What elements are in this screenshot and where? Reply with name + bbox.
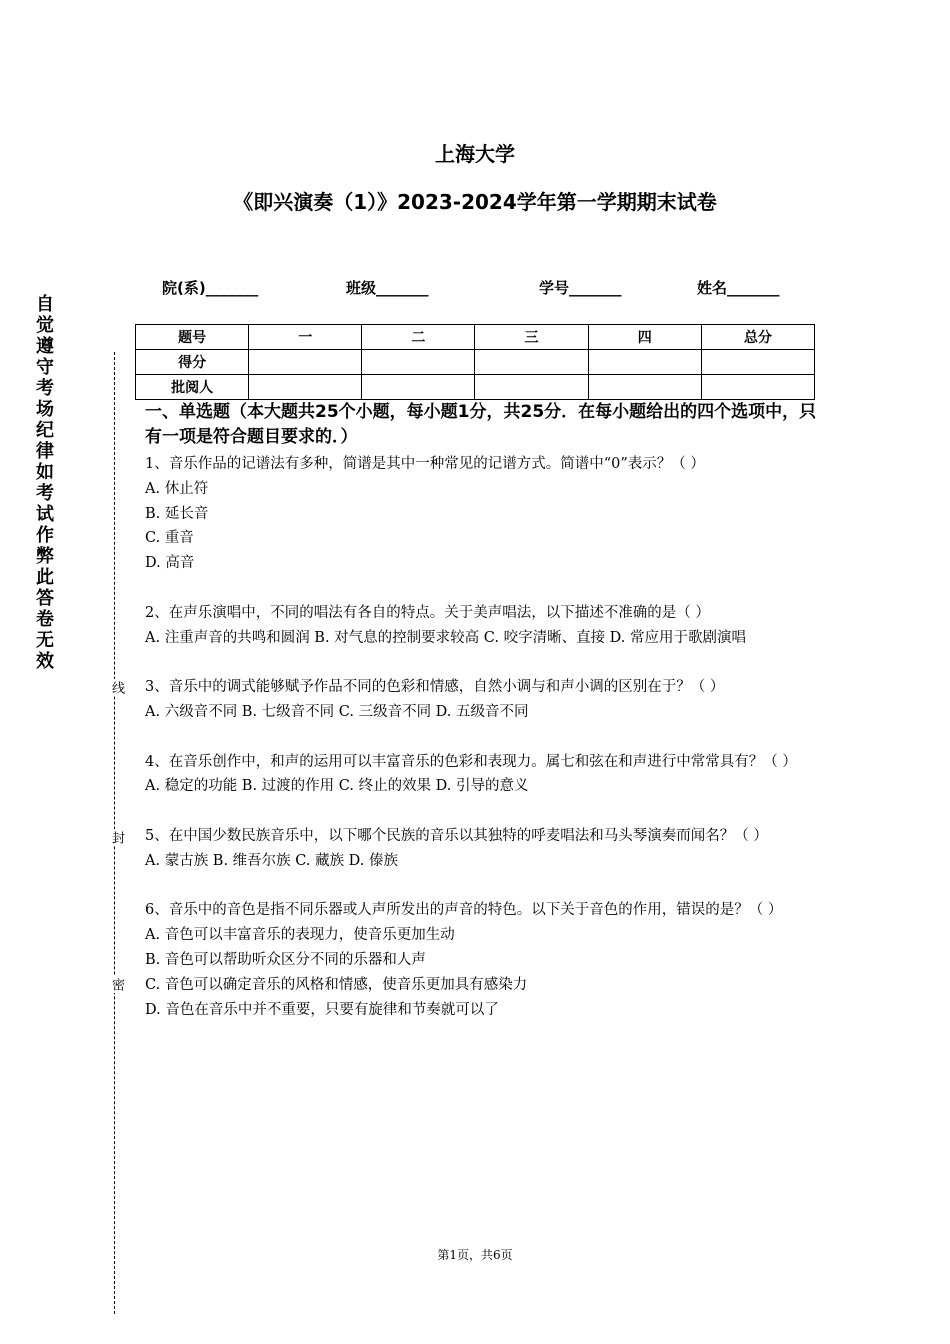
question-stem: 6、音乐中的音色是指不同乐器或人声所发出的声音的特色。以下关于音色的作用，错误的是？（ ） — [145, 902, 783, 919]
reviewer-cell — [701, 375, 814, 400]
option: B. 音色可以帮助听众区分不同的乐器和人声 — [145, 951, 426, 968]
section-heading: 一、单选题（本大题共25个小题，每小题1分，共25分．在每小题给出的四个选项中，只有一项是符合题目要求的．） — [145, 402, 817, 447]
score-cell — [249, 350, 362, 375]
option: D. 高音 — [145, 555, 195, 572]
question-list — [145, 452, 817, 1022]
name-field: 姓名_______ — [697, 279, 780, 297]
class-field: 班级_______ — [346, 279, 429, 297]
score-cell — [588, 350, 701, 375]
header-cell-part-2: 二 — [362, 325, 475, 350]
question-stem: 1、音乐作品的记谱法有多种，简谱是其中一种常见的记谱方式。简谱中“0”表示？（ ） — [145, 456, 705, 472]
option: D. 音色在音乐中并不重要，只要有旋律和节奏就可以了 — [145, 1001, 499, 1018]
university-title: 上海大学 — [435, 142, 515, 166]
options-inline: A. 注重声音的共鸣和圆润 B. 对气息的控制要求较高 C. 咬字清晰、直接 D. 常应用于歌剧演唱 — [145, 629, 747, 646]
question-3 — [145, 675, 817, 725]
question-4 — [145, 750, 817, 800]
score-table-header-row — [136, 325, 815, 350]
binding-mark-seal: 封 — [109, 831, 124, 844]
page-number: 第1页，共6页 — [437, 1248, 513, 1262]
reviewer-cell — [475, 375, 588, 400]
question-stem: 4、在音乐创作中，和声的运用可以丰富音乐的色彩和表现力。属七和弦在和声进行中常常具有？（ ） — [145, 753, 797, 770]
score-cell — [362, 350, 475, 375]
score-row — [136, 350, 815, 375]
header-cell-total: 总分 — [701, 325, 814, 350]
side-notice: 自觉遵守考场纪律如考试作弊此答卷无效 — [36, 294, 54, 672]
question-2 — [145, 601, 817, 651]
question-1 — [145, 452, 817, 576]
options-inline: A. 稳定的功能 B. 过渡的作用 C. 终止的效果 D. 引导的意义 — [145, 778, 529, 795]
row-label-reviewer: 批阅人 — [136, 375, 249, 400]
option: A. 音色可以丰富音乐的表现力，使音乐更加生动 — [145, 927, 455, 944]
reviewer-cell — [588, 375, 701, 400]
binding-mark-line: 线 — [109, 681, 124, 694]
question-5 — [145, 824, 817, 874]
department-field: 院(系)_______ — [162, 279, 259, 297]
question-stem: 2、在声乐演唱中，不同的唱法有各自的特点。关于美声唱法，以下描述不准确的是（ ） — [145, 604, 710, 621]
header-cell-part-1: 一 — [249, 325, 362, 350]
header-cell-question-no: 题号 — [136, 325, 249, 350]
reviewer-cell — [362, 375, 475, 400]
score-cell — [701, 350, 814, 375]
option: B. 延长音 — [145, 505, 209, 522]
option: A. 休止符 — [145, 480, 209, 497]
question-stem: 5、在中国少数民族音乐中，以下哪个民族的音乐以其独特的呼麦唱法和马头琴演奏而闻名？（ ） — [145, 827, 768, 844]
student-id-field: 学号_______ — [539, 279, 622, 297]
option: C. 重音 — [145, 530, 194, 547]
question-6 — [145, 898, 817, 1022]
reviewer-cell — [249, 375, 362, 400]
exam-title: 《即兴演奏（1）》2023-2024学年第一学期期末试卷 — [233, 190, 717, 214]
options-inline: A. 蒙古族 B. 维吾尔族 C. 藏族 D. 傣族 — [145, 852, 399, 869]
score-cell — [475, 350, 588, 375]
options-inline: A. 六级音不同 B. 七级音不同 C. 三级音不同 D. 五级音不同 — [145, 703, 529, 720]
header-cell-part-3: 三 — [475, 325, 588, 350]
question-stem: 3、音乐中的调式能够赋予作品不同的色彩和情感，自然小调与和声小调的区别在于？（ ） — [145, 679, 725, 696]
score-table — [135, 324, 815, 400]
reviewer-row — [136, 375, 815, 400]
header-cell-part-4: 四 — [588, 325, 701, 350]
binding-mark-secret: 密 — [109, 978, 124, 991]
row-label-score: 得分 — [136, 350, 249, 375]
option: C. 音色可以确定音乐的风格和情感，使音乐更加具有感染力 — [145, 976, 528, 993]
